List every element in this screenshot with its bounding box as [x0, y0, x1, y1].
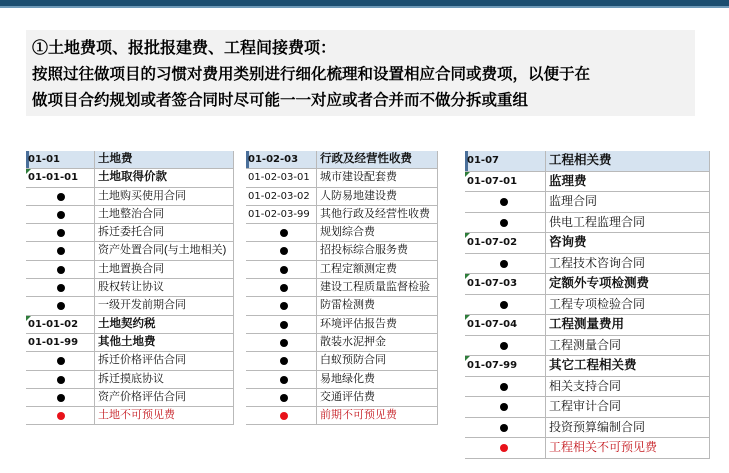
row-code: 01-07-99: [467, 360, 518, 371]
row-code: 01-02-03-02: [248, 190, 310, 202]
bullet-icon: [500, 301, 508, 309]
row-name: 土地取得价款: [98, 171, 167, 184]
bullet-icon: [280, 321, 288, 329]
row-name: 土地置换合同: [98, 262, 164, 275]
table-row: [246, 352, 438, 370]
row-name: 拆迁委托合同: [98, 226, 164, 239]
row-name: 其他行政及经营性收费: [320, 207, 430, 220]
row-code: 01-07-01: [467, 175, 518, 187]
bullet-icon: [280, 229, 288, 237]
table-row: [465, 151, 710, 172]
bullet-icon: [280, 247, 288, 255]
bullet-icon: [57, 394, 65, 402]
table-row: [465, 438, 710, 459]
column-divider: [316, 151, 317, 425]
table-row: [246, 261, 438, 279]
table-row: [26, 224, 234, 242]
row-name: 工程相关费: [549, 153, 612, 167]
row-name: 人防易地建设费: [320, 189, 397, 202]
row-name: 咨询费: [549, 235, 587, 249]
row-name: 其他土地费: [98, 335, 156, 348]
column-divider: [545, 151, 546, 459]
row-name: 工程定额测定费: [320, 262, 397, 275]
row-name: 城市建设配套费: [320, 171, 397, 184]
bullet-icon: [280, 357, 288, 365]
table-row: [246, 206, 438, 224]
table-row: [26, 261, 234, 279]
table-row: [246, 224, 438, 242]
row-code: 01-07: [467, 155, 499, 166]
row-name: 行政及经营性收费: [320, 153, 412, 165]
red-bullet-icon: [280, 412, 288, 420]
table-row: [246, 297, 438, 315]
table-row: [246, 151, 438, 169]
table-row: [246, 371, 438, 389]
table-row: [465, 233, 710, 254]
row-name: 白蚁预防合同: [320, 354, 386, 367]
table-row: [26, 297, 234, 315]
table-right-border: [233, 151, 234, 425]
row-code: 01-07-03: [467, 278, 518, 289]
bullet-icon: [57, 211, 65, 219]
row-code: 01-01-99: [28, 336, 79, 348]
row-name: 土地购买使用合同: [98, 189, 186, 202]
row-name: 工程测量合同: [549, 337, 622, 352]
bullet-icon: [280, 302, 288, 310]
table-row: [465, 192, 710, 213]
table-row: [26, 206, 234, 224]
intro-heading: ①土地费项、报批报建费、工程间接费项：: [32, 38, 337, 57]
table-row: [465, 295, 710, 316]
table-row: [246, 242, 438, 260]
table-row: [246, 389, 438, 407]
table-row: [246, 334, 438, 352]
row-code: 01-07-04: [467, 319, 518, 330]
row-name: 前期不可预见费: [320, 409, 397, 422]
engineering-cost-table: [465, 151, 710, 459]
row-name: 其它工程相关费: [549, 358, 637, 372]
intro-text-line-1: 按照过往做项目的习惯对费用类别进行细化梳理和设置相应合同或费项，以便于在: [32, 64, 591, 83]
row-name: 资产价格评估合同: [98, 390, 186, 403]
row-code: 01-02-03-01: [248, 172, 310, 184]
row-name: 交通评估费: [320, 390, 375, 403]
row-name: 相关支持合同: [549, 378, 622, 393]
row-name: 招投标综合服务费: [320, 244, 408, 257]
bullet-icon: [500, 403, 508, 411]
intro-box: [26, 30, 695, 116]
bullet-icon: [280, 376, 288, 384]
bullet-icon: [57, 376, 65, 384]
table-row: [26, 169, 234, 187]
bullet-icon: [500, 260, 508, 268]
bullet-icon: [500, 342, 508, 350]
row-name: 一级开发前期合同: [98, 299, 186, 312]
table-row: [246, 188, 438, 206]
bullet-icon: [57, 302, 65, 310]
table-row: [465, 274, 710, 295]
table-row: [26, 242, 234, 260]
table-row: [465, 397, 710, 418]
row-name: 定额外专项检测费: [549, 276, 650, 290]
table-right-border: [437, 151, 438, 425]
row-name: 易地绿化费: [320, 372, 375, 385]
table-row: [26, 389, 234, 407]
table-row: [465, 172, 710, 193]
table-row: [26, 279, 234, 297]
row-name: 工程测量费用: [549, 317, 625, 331]
row-name: 工程相关不可预见费: [549, 440, 658, 454]
bullet-icon: [57, 193, 65, 201]
bullet-icon: [57, 357, 65, 365]
table-row: [246, 407, 438, 425]
row-name: 投资预算编制合同: [549, 419, 646, 434]
bullet-icon: [280, 284, 288, 292]
table-row: [465, 336, 710, 357]
row-name: 防雷检测费: [320, 299, 375, 312]
table-row: [246, 279, 438, 297]
row-code: 01-01: [28, 154, 60, 165]
table-row: [26, 151, 234, 169]
bullet-icon: [57, 229, 65, 237]
row-name: 土地费: [98, 153, 133, 165]
column-divider: [94, 151, 95, 425]
table-row: [465, 315, 710, 336]
bullet-icon: [280, 266, 288, 274]
row-code: 01-01-01: [28, 172, 79, 184]
row-name: 拆迁摸底协议: [98, 372, 164, 385]
table-right-border: [709, 151, 710, 459]
row-name: 工程技术咨询合同: [549, 255, 646, 270]
intro-text-line-2: 做项目合约规划或者签合同时尽可能一一对应或者合并而不做分拆或重组: [32, 90, 529, 109]
row-name: 工程专项检验合同: [549, 296, 646, 311]
table-row: [246, 169, 438, 187]
table-row: [465, 356, 710, 377]
row-code: 01-02-03: [248, 154, 299, 165]
row-name: 规划综合费: [320, 226, 375, 239]
table-row: [26, 352, 234, 370]
table-row: [465, 213, 710, 234]
row-name: 股权转让协议: [98, 281, 164, 294]
table-row: [26, 334, 234, 352]
row-code: 01-02-03-99: [248, 208, 310, 220]
red-bullet-icon: [500, 444, 508, 452]
row-code: 01-01-02: [28, 318, 79, 330]
row-name: 工程审计合同: [549, 399, 622, 413]
row-name: 土地不可预见费: [98, 409, 175, 422]
row-name: 监理合同: [549, 194, 598, 208]
top-rule-accent: [0, 6, 729, 8]
row-name: 资产处置合同(与土地相关): [98, 244, 227, 257]
row-name: 环境评估报告费: [320, 317, 397, 330]
bullet-icon: [280, 339, 288, 347]
land-cost-table: [26, 151, 234, 425]
table-row: [465, 418, 710, 439]
row-name: 拆迁价格评估合同: [98, 354, 186, 367]
red-bullet-icon: [57, 412, 65, 420]
bullet-icon: [280, 394, 288, 402]
table-row: [26, 371, 234, 389]
row-name: 土地整治合同: [98, 207, 164, 220]
row-name: 土地契约税: [98, 317, 156, 330]
bullet-icon: [500, 219, 508, 227]
bullet-icon: [500, 198, 508, 206]
row-name: 监理费: [549, 173, 587, 188]
table-row: [26, 188, 234, 206]
bullet-icon: [500, 424, 508, 432]
table-row: [26, 407, 234, 425]
row-name: 散装水泥押金: [320, 335, 386, 348]
table-row: [26, 316, 234, 334]
row-name: 建设工程质量监督检验: [320, 281, 430, 294]
row-name: 供电工程监理合同: [549, 214, 646, 229]
bullet-icon: [57, 247, 65, 255]
bullet-icon: [57, 266, 65, 274]
bullet-icon: [500, 383, 508, 391]
admin-fee-table: [246, 151, 438, 425]
row-code: 01-07-02: [467, 237, 518, 248]
table-row: [246, 316, 438, 334]
table-row: [465, 254, 710, 275]
bullet-icon: [57, 284, 65, 292]
table-row: [465, 377, 710, 398]
